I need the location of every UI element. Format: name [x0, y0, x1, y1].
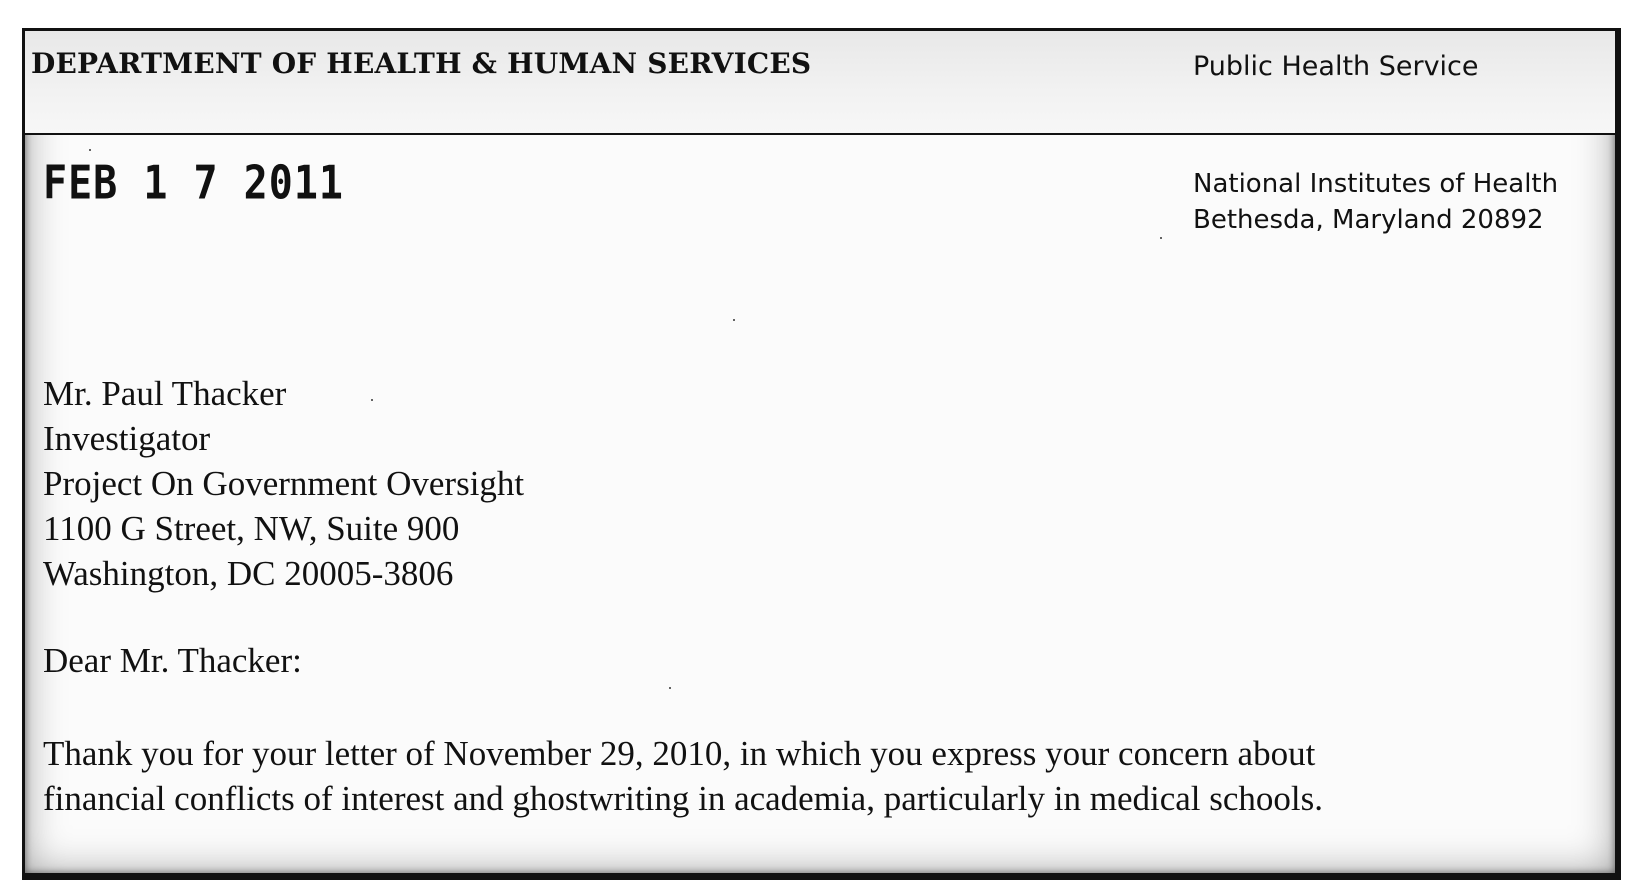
scan-speck — [733, 319, 735, 321]
letterhead-band — [25, 31, 1615, 135]
date-stamp: FEB 1 7 2011 — [43, 157, 344, 210]
addressee-line: Mr. Paul Thacker — [43, 374, 287, 413]
scan-speck — [371, 399, 373, 401]
addressee-line: Project On Government Oversight — [43, 464, 525, 503]
agency-block — [1193, 166, 1558, 238]
service-name: Public Health Service — [1193, 51, 1479, 82]
addressee-block — [43, 371, 524, 596]
department-name: DEPARTMENT OF HEALTH & HUMAN SERVICES — [31, 47, 812, 80]
agency-location: Bethesda, Maryland 20892 — [1193, 205, 1544, 235]
addressee-line: Washington, DC 20005-3806 — [43, 554, 454, 593]
addressee-line: Investigator — [43, 419, 211, 458]
agency-name: National Institutes of Health — [1193, 169, 1559, 199]
scan-speck — [1160, 237, 1162, 239]
addressee-line: 1100 G Street, NW, Suite 900 — [43, 509, 460, 548]
letter-sheet — [22, 28, 1621, 880]
body-line: Thank you for your letter of November 29, 2010, in which you express your concern about — [43, 734, 1316, 773]
scan-speck — [669, 687, 671, 689]
salutation: Dear Mr. Thacker: — [43, 641, 302, 680]
scan-speck — [89, 149, 91, 151]
letter-body — [43, 731, 1543, 821]
body-line: financial conflicts of interest and ghostwriting in academia, particularly in medical schools. — [43, 779, 1324, 818]
